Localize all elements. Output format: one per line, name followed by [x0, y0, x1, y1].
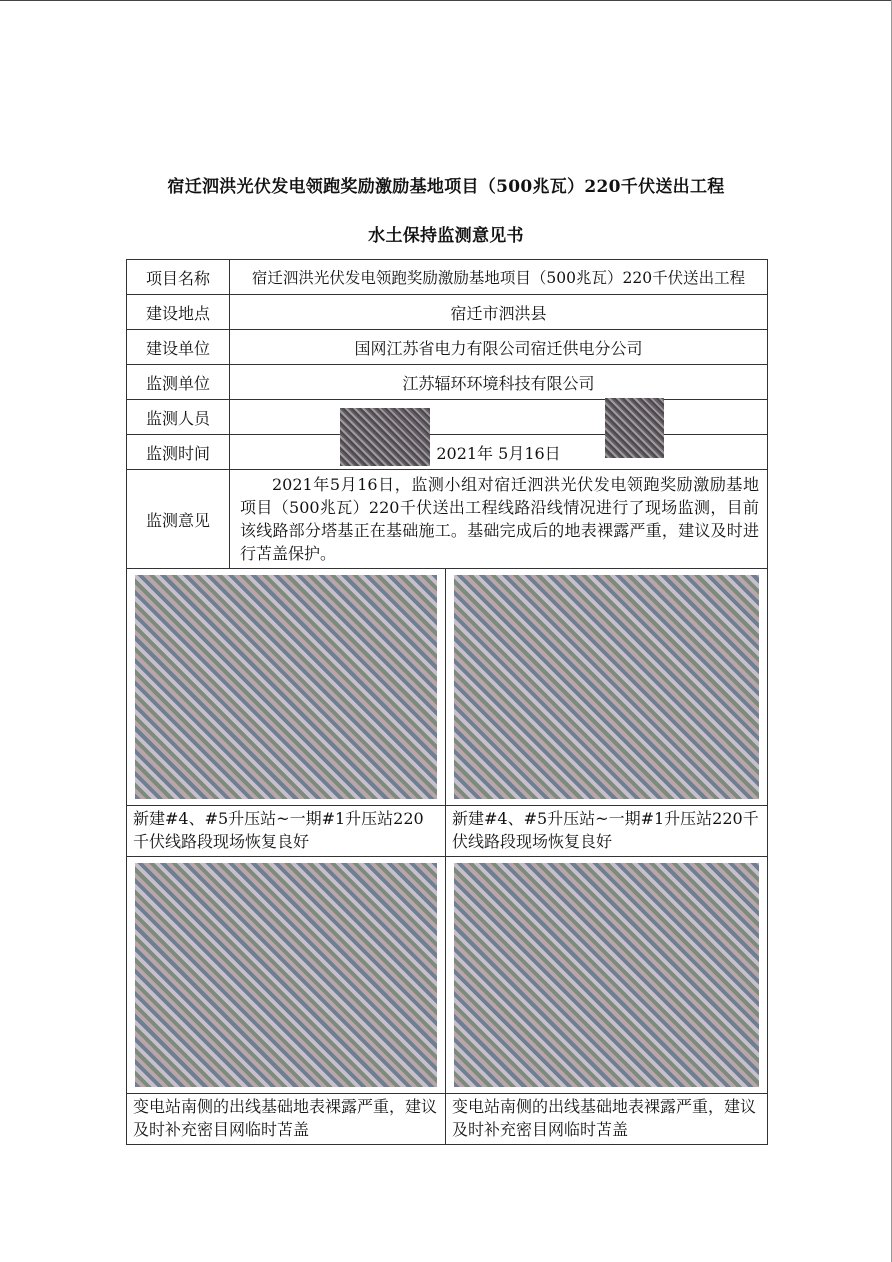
form-value: 宿迁市泗洪县 [230, 295, 768, 330]
form-label: 监测单位 [127, 365, 230, 400]
photo-cell [446, 569, 768, 806]
document-subtitle: 水土保持监测意见书 [368, 226, 524, 246]
form-row-personnel [127, 400, 768, 435]
photo-cell [127, 569, 446, 806]
form-value: 宿迁泗洪光伏发电领跑奖励激励基地项目（500兆瓦）220千伏送出工程 [230, 260, 768, 295]
photo-caption: 变电站南侧的出线基础地表裸露严重，建议及时补充密目网临时苫盖 [446, 1094, 768, 1145]
form-value [230, 400, 768, 435]
form-row-project-name [127, 260, 768, 295]
photo-cell [446, 857, 768, 1094]
form-label: 项目名称 [127, 260, 230, 295]
site-photo [454, 863, 759, 1087]
form-label: 建设地点 [127, 295, 230, 330]
page-top-border [0, 0, 892, 1]
form-row-time [127, 435, 768, 470]
form-value: 2021年 5月16日 [230, 435, 768, 470]
monitoring-form-table [126, 259, 768, 1145]
caption-row [127, 1094, 768, 1145]
site-photo [135, 575, 437, 799]
site-photo [135, 863, 437, 1087]
form-row-monitor-unit [127, 365, 768, 400]
opinion-text: 2021年5月16日，监测小组对宿迁泗洪光伏发电领跑奖励激励基地项目（500兆瓦）220千伏送出工程线路沿线情况进行了现场监测，目前该线路部分塔基正在基础施工。基础完成后的地表裸露严重，建议及时进行苫盖保护。 [230, 470, 768, 569]
form-value: 国网江苏省电力有限公司宿迁供电分公司 [230, 330, 768, 365]
form-label: 监测意见 [127, 470, 230, 569]
document-title: 宿迁泗洪光伏发电领跑奖励激励基地项目（500兆瓦）220千伏送出工程 [167, 177, 725, 197]
photo-row [127, 857, 768, 1094]
form-row-builder [127, 330, 768, 365]
photo-caption: 新建#4、#5升压站~一期#1升压站220千伏线路段现场恢复良好 [446, 806, 768, 857]
redacted-seal [605, 398, 664, 458]
photo-caption: 变电站南侧的出线基础地表裸露严重，建议及时补充密目网临时苫盖 [127, 1094, 446, 1145]
photo-caption: 新建#4、#5升压站~一期#1升压站220千伏线路段现场恢复良好 [127, 806, 446, 857]
site-photo [454, 575, 759, 799]
form-label: 监测时间 [127, 435, 230, 470]
photo-row [127, 569, 768, 806]
redacted-signature [340, 408, 430, 466]
form-value: 江苏辐环环境科技有限公司 [230, 365, 768, 400]
form-label: 建设单位 [127, 330, 230, 365]
photo-cell [127, 857, 446, 1094]
caption-row [127, 806, 768, 857]
form-label: 监测人员 [127, 400, 230, 435]
form-row-opinion [127, 470, 768, 569]
form-row-location [127, 295, 768, 330]
